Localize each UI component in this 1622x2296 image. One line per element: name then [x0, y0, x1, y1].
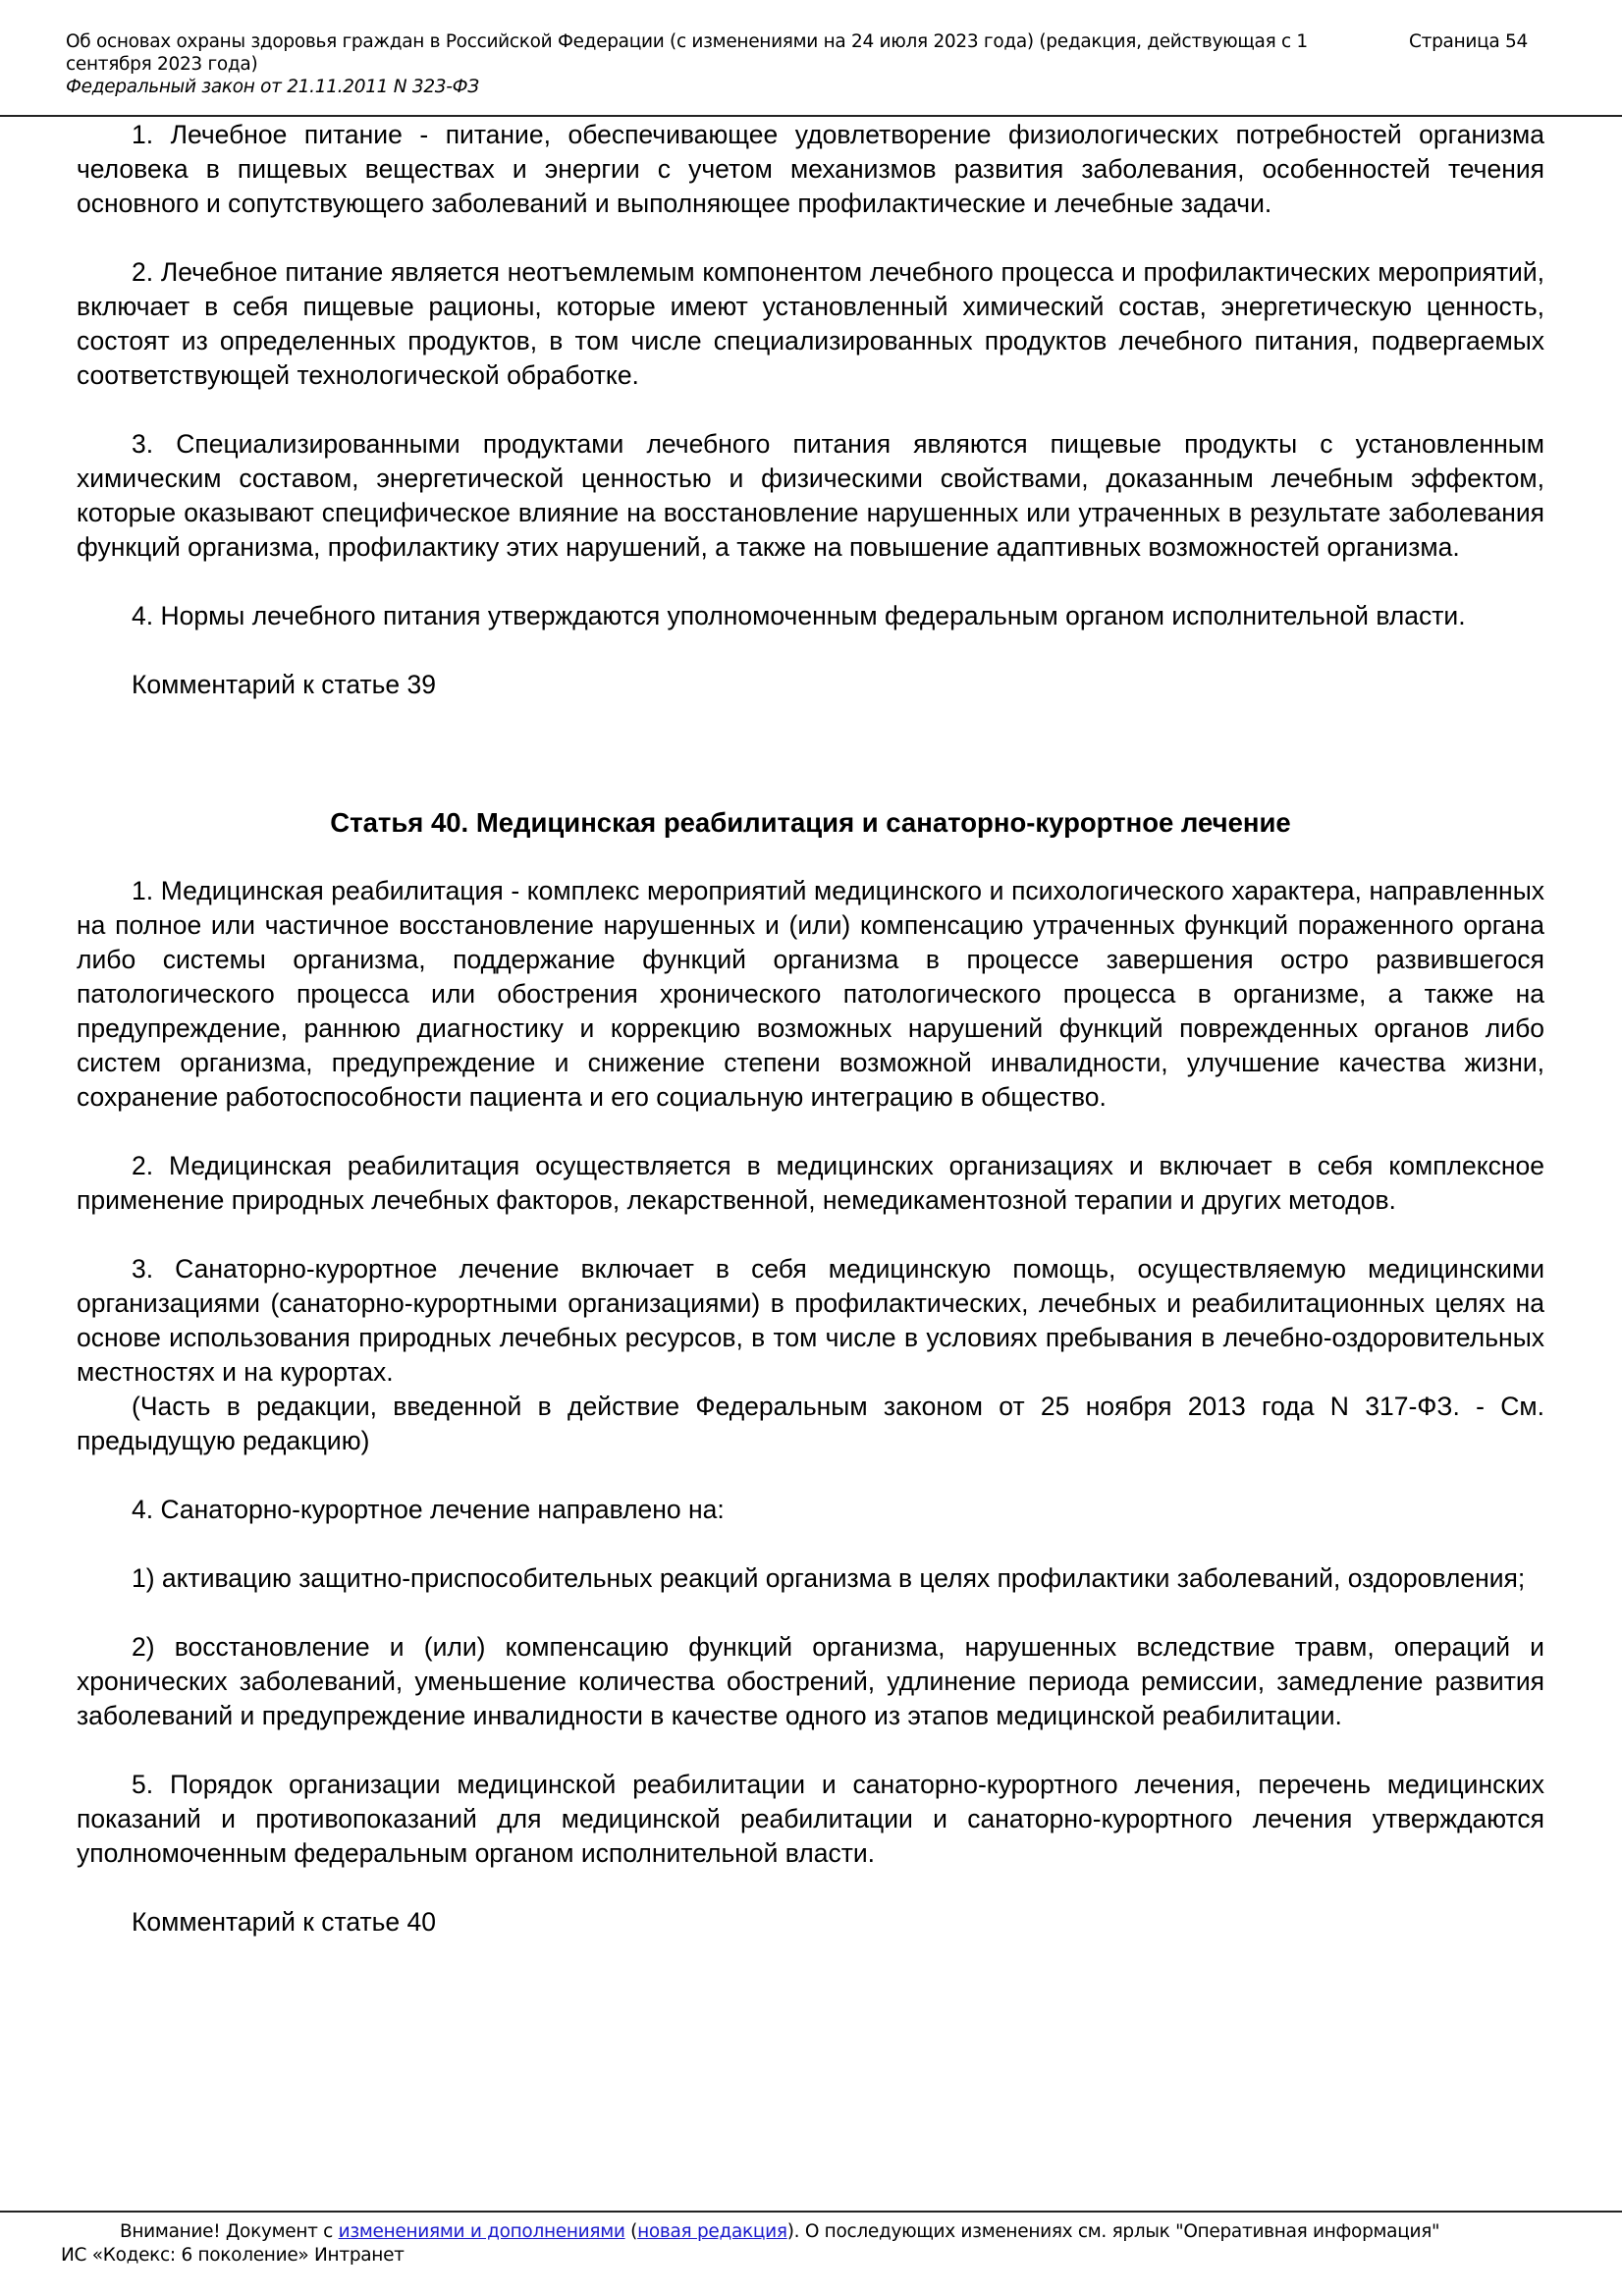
- footer-notice: [120, 2220, 1439, 2243]
- document-law-reference: [66, 76, 479, 98]
- article-40-heading: Статья 40. Медицинская реабилитация и санаторно-курортное лечение: [330, 807, 1291, 838]
- article-39-paragraph-2: 2. Лечебное питание является неотъемлемым компонентом лечебного процесса и профилактических мероприятий, включает в себя пищевые рационы, которые имеют установленный химический состав, энергетическую ценность, состоят из определенных продуктов, в том числе специализированных продуктов лечебного питания, подвергаемых соответствующей технологической обработке.: [77, 257, 1544, 390]
- article-40-paragraph-5: 5. Порядок организации медицинской реабилитации и санаторно-курортного лечения, перечень медицинских показаний и противопоказаний для медицинской реабилитации и санаторно-курортного лечения утверждаются уполномоченным федеральным органом исполнительной власти.: [77, 1770, 1544, 1868]
- article-40-section: [77, 805, 1544, 1940]
- article-40-paragraph-2: 2. Медицинская реабилитация осуществляется в медицинских организациях и включает в себя комплексное применение природных лечебных факторов, лекарственной, немедикаментозной терапии и других методов.: [77, 1151, 1544, 1215]
- paren-open: (: [624, 2221, 638, 2242]
- section-spacer: [77, 702, 1544, 771]
- article-40-paragraph-3: 3. Санаторно-курортное лечение включает в себя медицинскую помощь, осуществляемую медицинскими организациями (санаторно-курортными организациями) в профилактических, лечебных и реабилитационных целях на основе использования природных лечебных ресурсов, в том числе в условиях пребывания в лечебно-оздоровительных местностях и на курортах.: [77, 1254, 1544, 1387]
- article-40-item-1: 1) активацию защитно-приспособительных реакций организма в целях профилактики заболеваний, оздоровления;: [132, 1563, 1526, 1593]
- article-39-comment-link[interactable]: Комментарий к статье 39: [132, 670, 436, 699]
- page-number: Страница 54: [1409, 31, 1528, 52]
- article-39-section: [77, 118, 1544, 702]
- page-header: [0, 0, 1622, 116]
- article-40-edition-note[interactable]: (Часть в редакции, введенной в действие Федеральным законом от 25 ноября 2013 года N 317-ФЗ. - См. предыдущую редакцию): [77, 1392, 1544, 1455]
- notice-prefix: Внимание! Документ с: [120, 2221, 339, 2242]
- document-body: [77, 118, 1544, 1940]
- article-40-paragraph-1: 1. Медицинская реабилитация - комплекс мероприятий медицинского и психологического характера, направленных на полное или частичное восстановление нарушенных и (или) компенсацию утраченных функций пораженного органа либо системы организма, поддержание функций организма в процессе завершения остро развившегося патологического процесса или обострения хронического патологического процесса в организме, а также на предупреждение, раннюю диагностику и коррекцию возможных нарушений функций поврежденных органов либо систем организма, предупреждение и снижение степени возможной инвалидности, улучшение качества жизни, сохранение работоспособности пациента и его социальную интеграцию в общество.: [77, 876, 1544, 1112]
- new-edition-link[interactable]: новая редакция: [637, 2221, 787, 2242]
- footer-divider: [0, 2211, 1622, 2213]
- changes-link[interactable]: изменениями и дополнениями: [338, 2221, 625, 2242]
- article-39-paragraph-4: 4. Нормы лечебного питания утверждаются уполномоченным федеральным органом исполнительной власти.: [132, 601, 1466, 630]
- heading-spacer: [77, 840, 1544, 874]
- system-label: ИС «Кодекс: 6 поколение» Интранет: [61, 2245, 405, 2266]
- document-title: Об основах охраны здоровья граждан в Российской Федерации (с изменениями на 24 июля 2023 года) (редакция, действующая с 1 сентября 2023 года): [66, 31, 1308, 75]
- header-divider: [0, 115, 1622, 117]
- notice-suffix: ). О последующих изменениях см. ярлык "Оперативная информация": [786, 2221, 1440, 2242]
- law-reference-prefix: Федеральный закон от: [66, 77, 288, 97]
- article-39-paragraph-1: 1. Лечебное питание - питание, обеспечивающее удовлетворение физиологических потребностей организма человека в пищевых веществах и энергии с учетом механизмов развития заболевания, особенностей течения основного и сопутствующего заболеваний и выполняющее профилактические и лечебные задачи.: [77, 120, 1544, 218]
- article-39-paragraph-3: 3. Специализированными продуктами лечебного питания являются пищевые продукты с установленным химическим составом, энергетической ценностью и физическими свойствами, доказанным лечебным эффектом, которые оказывают специфическое влияние на восстановление нарушенных или утраченных в результате заболевания функций организма, профилактику этих нарушений, а также на повышение адаптивных возможностей организма.: [77, 429, 1544, 562]
- section-spacer-2: [77, 771, 1544, 805]
- law-reference-number: 21.11.2011 N 323-ФЗ: [287, 77, 479, 97]
- article-40-paragraph-4: 4. Санаторно-курортное лечение направлено на:: [132, 1495, 725, 1524]
- article-40-item-2: 2) восстановление и (или) компенсацию функций организма, нарушенных вследствие травм, операций и хронических заболеваний, уменьшение количества обострений, удлинение периода ремиссии, замедление развития заболеваний и предупреждение инвалидности в качестве одного из этапов медицинской реабилитации.: [77, 1632, 1544, 1730]
- article-40-comment-link[interactable]: Комментарий к статье 40: [132, 1907, 436, 1937]
